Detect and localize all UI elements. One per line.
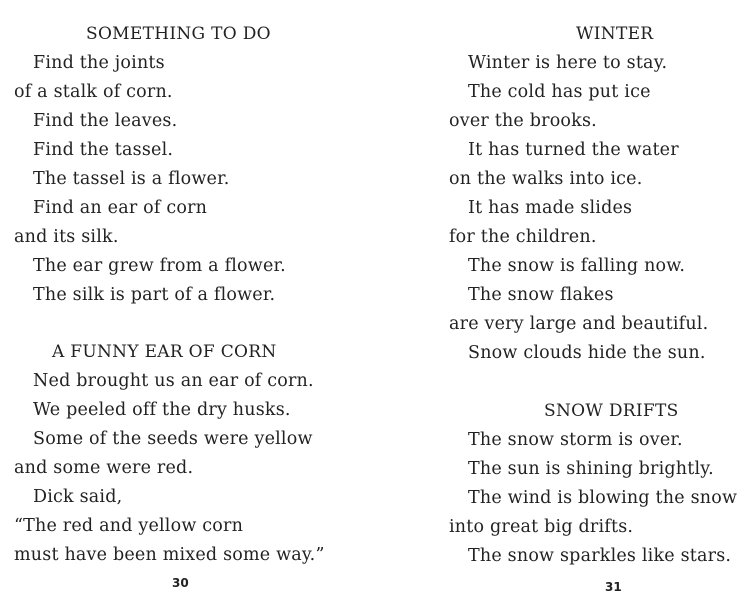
text-line: on the walks into ice. <box>449 169 643 189</box>
text-line: The silk is part of a flower. <box>33 285 276 305</box>
text-line: The cold has put ice <box>468 82 651 102</box>
text-line: The tassel is a flower. <box>33 169 230 189</box>
text-line: It has made slides <box>468 198 633 218</box>
text-line: Ned brought us an ear of corn. <box>33 371 314 391</box>
text-line: for the children. <box>449 227 597 247</box>
page-number: 30 <box>172 576 189 590</box>
text-line: Dick said, <box>33 487 123 507</box>
text-line: The sun is shining brightly. <box>468 459 714 479</box>
section-title: SOMETHING TO DO <box>86 24 271 44</box>
text-line: Find the joints <box>33 53 165 73</box>
text-line: are very large and beautiful. <box>449 314 709 334</box>
text-line: The snow flakes <box>468 285 614 305</box>
text-line: The snow sparkles like stars. <box>468 546 732 566</box>
text-line: over the brooks. <box>449 111 597 131</box>
section-title: SNOW DRIFTS <box>544 401 679 421</box>
text-line: The snow is falling now. <box>468 256 686 276</box>
text-line: Some of the seeds were yellow <box>33 429 313 449</box>
page-number: 31 <box>605 580 622 594</box>
section-title: A FUNNY EAR OF CORN <box>52 342 277 362</box>
text-line: The ear grew from a flower. <box>33 256 286 276</box>
text-line: It has turned the water <box>468 140 679 160</box>
text-line: The snow storm is over. <box>468 430 683 450</box>
text-line: and some were red. <box>14 458 194 478</box>
text-line: We peeled off the dry husks. <box>33 400 291 420</box>
text-line: must have been mixed some way.” <box>14 545 325 565</box>
text-line: of a stalk of corn. <box>14 82 173 102</box>
text-line: The wind is blowing the snow <box>468 488 738 508</box>
text-line: into great big drifts. <box>449 517 634 537</box>
section-title: WINTER <box>576 24 654 44</box>
text-line: “The red and yellow corn <box>14 516 244 536</box>
text-line: Find an ear of corn <box>33 198 208 218</box>
right-page <box>373 0 746 611</box>
text-line: Find the tassel. <box>33 140 174 160</box>
text-line: Find the leaves. <box>33 111 178 131</box>
text-line: and its silk. <box>14 227 119 247</box>
text-line: Winter is here to stay. <box>468 53 668 73</box>
text-line: Snow clouds hide the sun. <box>468 343 706 363</box>
